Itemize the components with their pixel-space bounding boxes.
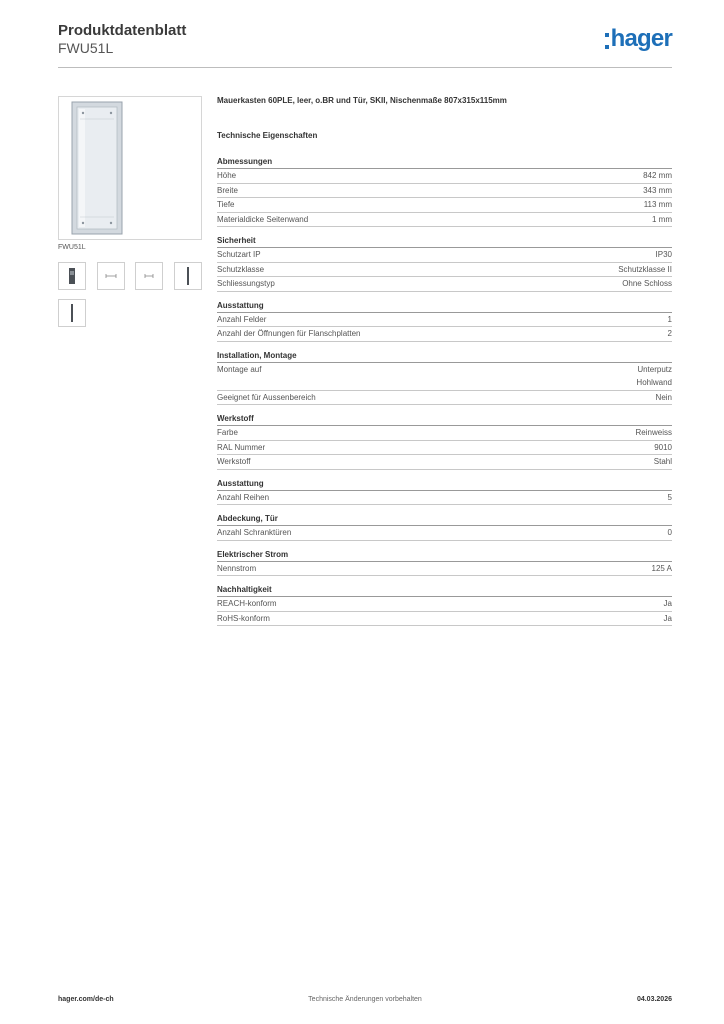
- spec-row: [217, 491, 672, 506]
- product-details: [217, 92, 672, 633]
- spec-label: Nennstrom: [217, 563, 257, 573]
- spec-section: [217, 299, 672, 342]
- spec-row: [217, 213, 672, 228]
- product-code: FWU51L: [58, 40, 114, 56]
- section-title: Ausstattung: [217, 477, 672, 491]
- spec-row: [217, 248, 672, 263]
- spec-label: Breite: [217, 185, 238, 195]
- spec-value-line: Ohne Schloss: [622, 279, 672, 288]
- spec-value-line: Nein: [655, 392, 672, 402]
- spec-value: [644, 198, 672, 212]
- spec-label: Anzahl Felder: [217, 314, 267, 324]
- spec-label: Geeignet für Aussenbereich: [217, 392, 316, 402]
- spec-value-line: 0: [667, 528, 672, 537]
- logo-colon-icon: [605, 33, 609, 49]
- section-title: Installation, Montage: [217, 349, 672, 363]
- spec-row: [217, 184, 672, 199]
- spec-value: [664, 612, 672, 626]
- spec-value: [652, 213, 672, 227]
- section-title: Sicherheit: [217, 234, 672, 248]
- spec-label: Anzahl Schranktüren: [217, 528, 292, 537]
- spec-row: [217, 526, 672, 541]
- spec-value-line: Unterputz: [637, 364, 672, 374]
- spec-sections: [217, 155, 672, 626]
- spec-section: [217, 155, 672, 227]
- spec-value-line: 9010: [654, 442, 672, 452]
- spec-value-line: Ja: [663, 613, 672, 623]
- spec-value-line: 2: [667, 329, 672, 338]
- spec-value-line: IP30: [655, 250, 672, 259]
- spec-value: [643, 184, 672, 198]
- spec-label: Schutzart IP: [217, 250, 261, 259]
- spec-value: [668, 491, 672, 505]
- spec-section: [217, 548, 672, 577]
- section-title: Abdeckung, Tür: [217, 512, 672, 526]
- hager-logo: [605, 26, 672, 52]
- spec-label: RAL Nummer: [217, 442, 266, 452]
- front-view-icon[interactable]: [58, 262, 86, 290]
- spec-row: [217, 169, 672, 184]
- spec-row: [217, 597, 672, 612]
- spec-value-line: 125 A: [651, 563, 672, 573]
- width-dimension-icon[interactable]: [97, 262, 125, 290]
- spec-value-line: 842 mm: [643, 171, 672, 180]
- spec-row: [217, 363, 672, 391]
- page-title: Produktdatenblatt: [58, 22, 187, 39]
- section-title: Nachhaltigkeit: [217, 583, 672, 597]
- spec-label: Anzahl der Öffnungen für Flanschplatten: [217, 329, 361, 338]
- spec-value: [636, 426, 672, 440]
- spec-value: [643, 169, 672, 183]
- spec-row: [217, 426, 672, 441]
- spec-value-line: Hohlwand: [636, 378, 672, 387]
- enclosure-image-icon: [59, 97, 201, 239]
- spec-value: [668, 313, 672, 327]
- spec-label: RoHS-konform: [217, 613, 270, 623]
- spec-row: [217, 612, 672, 627]
- section-title: Werkstoff: [217, 412, 672, 426]
- spec-row: [217, 562, 672, 577]
- spec-label: Montage auf: [217, 364, 262, 374]
- spec-value: [618, 263, 672, 277]
- spec-value-line: 343 mm: [643, 185, 672, 195]
- footer-website-link[interactable]: hager.com/de-ch: [58, 996, 114, 1003]
- depth-dimension-icon[interactable]: [135, 262, 163, 290]
- spec-label: Materialdicke Seitenwand: [217, 214, 309, 224]
- spec-row: [217, 327, 672, 342]
- spec-row: [217, 391, 672, 406]
- spec-value: [652, 562, 672, 576]
- spec-label: Werkstoff: [217, 457, 251, 466]
- spec-value: [654, 441, 672, 455]
- spec-value: [668, 327, 672, 341]
- spec-value: [664, 597, 672, 611]
- spec-label: Schutzklasse: [217, 264, 265, 274]
- spec-value: [654, 455, 672, 469]
- section-title: Elektrischer Strom: [217, 548, 672, 562]
- footer-date: 04.03.2026: [636, 996, 672, 1003]
- spec-row: [217, 277, 672, 292]
- section-title: Ausstattung: [217, 299, 672, 313]
- spec-row: [217, 263, 672, 278]
- spec-value: [636, 363, 672, 390]
- spec-value-line: 1 mm: [652, 214, 672, 224]
- spec-label: REACH-konform: [217, 599, 277, 608]
- spec-value: [622, 277, 672, 291]
- tech-properties-heading: Technische Eigenschaften: [217, 131, 318, 140]
- product-image: [58, 96, 202, 240]
- spec-section: [217, 512, 672, 541]
- spec-value: [668, 526, 672, 540]
- spec-section: [217, 234, 672, 292]
- spec-row: [217, 441, 672, 456]
- spec-section: [217, 583, 672, 626]
- spec-value-line: Stahl: [653, 457, 672, 466]
- spec-section: [217, 349, 672, 406]
- spec-value-line: 5: [667, 492, 672, 502]
- spec-section: [217, 477, 672, 506]
- height-dimension-icon[interactable]: [58, 299, 86, 327]
- spec-label: Tiefe: [217, 200, 235, 209]
- product-description: Mauerkasten 60PLE, leer, o.BR und Tür, SKII, Nischenmaße 807x315x115mm: [217, 96, 507, 105]
- spec-label: Anzahl Reihen: [217, 492, 270, 502]
- section-title: Abmessungen: [217, 155, 672, 169]
- spec-value: [656, 248, 672, 262]
- spec-section: [217, 412, 672, 470]
- spec-row: [217, 455, 672, 470]
- page-header: [58, 22, 672, 68]
- spec-value: [656, 391, 672, 405]
- footer-disclaimer: Technische Änderungen vorbehalten: [308, 996, 422, 1003]
- spec-value-line: Schutzklasse II: [618, 264, 672, 274]
- spec-value-line: Ja: [663, 599, 672, 608]
- spec-row: [217, 313, 672, 328]
- logo-text: hager: [610, 25, 672, 52]
- image-caption: FWU51L: [58, 244, 86, 251]
- spec-label: Höhe: [217, 171, 237, 180]
- spec-row: [217, 198, 672, 213]
- spec-label: Schliessungstyp: [217, 279, 275, 288]
- spec-value-line: 113 mm: [643, 200, 672, 209]
- side-view-icon[interactable]: [174, 262, 202, 290]
- spec-label: Farbe: [217, 428, 238, 437]
- spec-value-line: Reinweiss: [635, 428, 672, 437]
- spec-value-line: 1: [667, 314, 672, 324]
